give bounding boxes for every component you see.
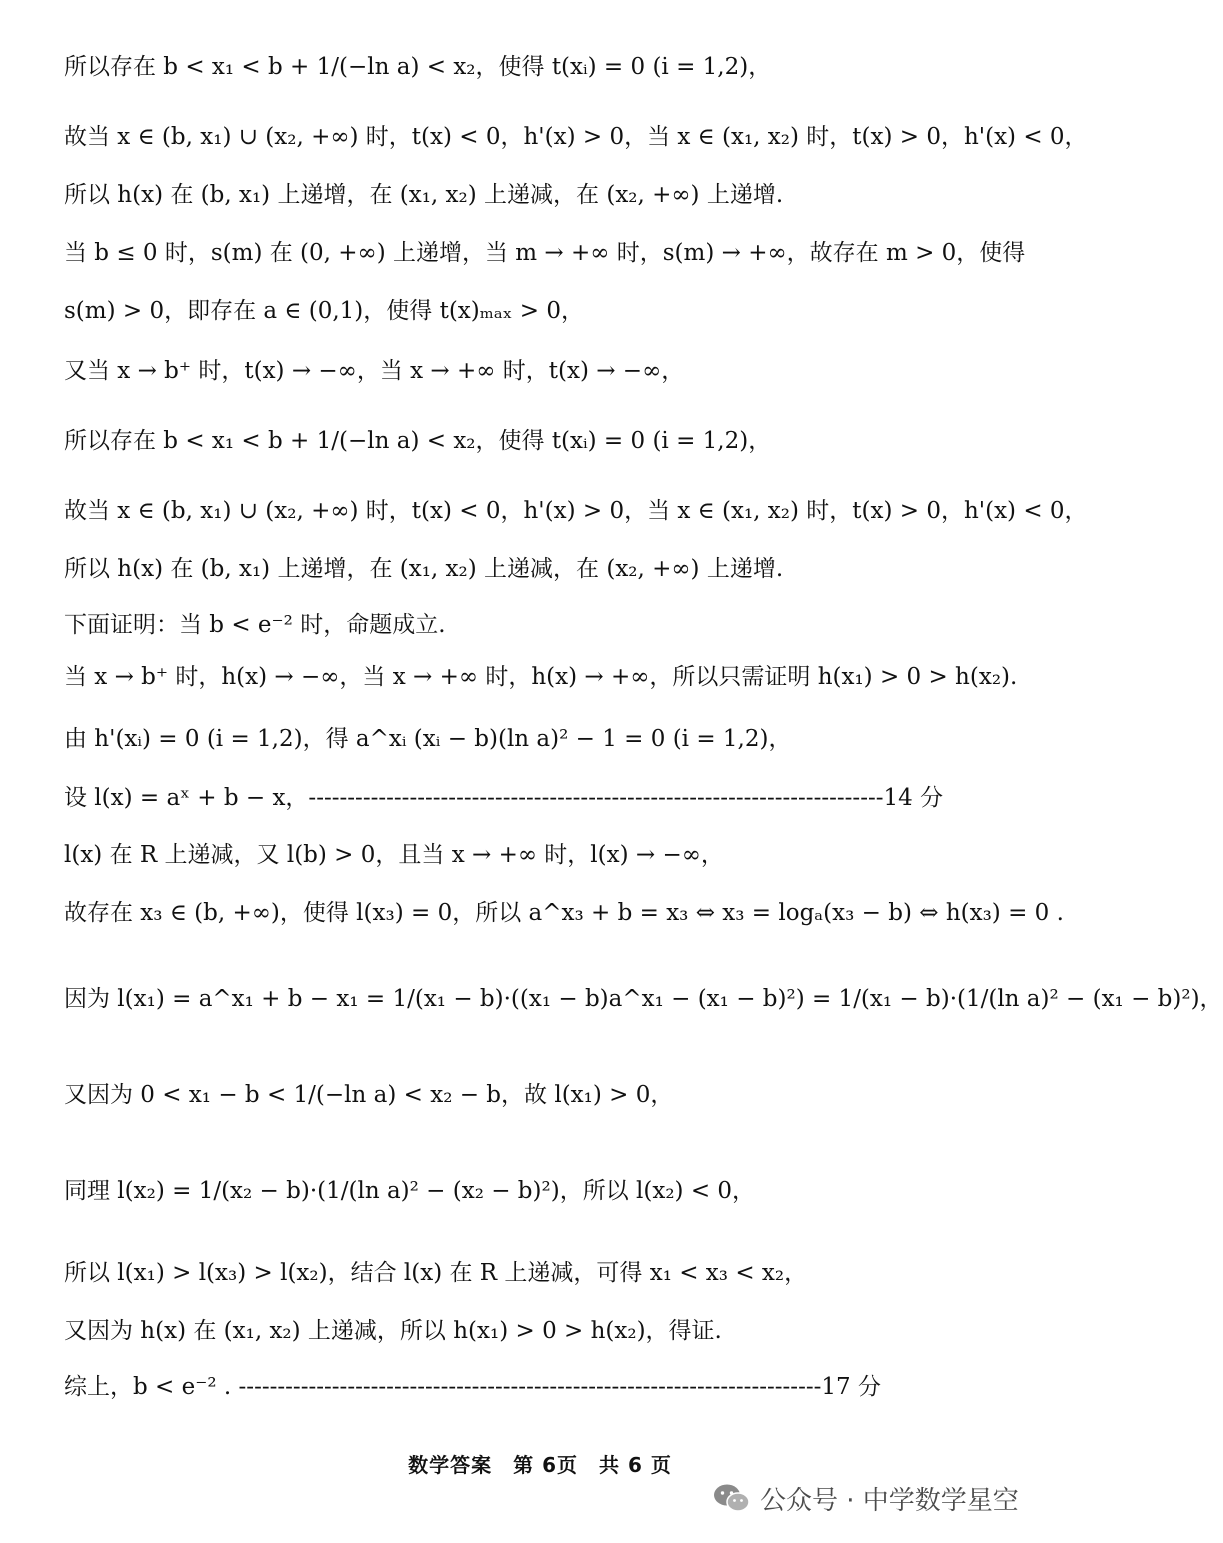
text-line-3: 所以 h(x) 在 (b, x₁) 上递增，在 (x₁, x₂) 上递减，在 (x₂, +∞) 上递增.: [64, 182, 784, 208]
watermark: [712, 1478, 1019, 1518]
text-line-15: 故存在 x₃ ∈ (b, +∞)，使得 l(x₃) = 0，所以 a^x₃ + b = x₃ ⇔ x₃ = logₐ(x₃ − b) ⇔ h(x₃) = 0 .: [64, 900, 1064, 926]
text-line-1: 所以存在 b < x₁ < b + 1/(−ln a) < x₂，使得 t(xᵢ) = 0 (i = 1,2)，: [64, 54, 772, 80]
text-line-12: 由 h'(xᵢ) = 0 (i = 1,2)，得 a^xᵢ (xᵢ − b)(ln a)² − 1 = 0 (i = 1,2)，: [64, 726, 792, 752]
text-line-13: 设 l(x) = aˣ + b − x，--------------------------------------------------------------------------14 分: [64, 785, 944, 811]
text-line-21: 综上，b < e⁻² . ---------------------------------------------------------------------------17 分: [64, 1374, 881, 1400]
text-line-16: 因为 l(x₁) = a^x₁ + b − x₁ = 1/(x₁ − b)·((x₁ − b)a^x₁ − (x₁ − b)²) = 1/(x₁ − b)·(1/(ln a)² − (x₁ − b)²)，: [64, 986, 1223, 1012]
text-line-11: 当 x → b⁺ 时，h(x) → −∞，当 x → +∞ 时，h(x) → +∞，所以只需证明 h(x₁) > 0 > h(x₂).: [64, 664, 1018, 690]
text-line-5: s(m) > 0，即存在 a ∈ (0,1)，使得 t(x)ₘₐₓ > 0，: [64, 298, 585, 324]
text-line-20: 又因为 h(x) 在 (x₁, x₂) 上递减，所以 h(x₁) > 0 > h(x₂)，得证.: [64, 1318, 722, 1344]
text-line-17: 又因为 0 < x₁ − b < 1/(−ln a) < x₂ − b，故 l(x₁) > 0，: [64, 1082, 674, 1108]
text-line-8: 故当 x ∈ (b, x₁) ∪ (x₂, +∞) 时，t(x) < 0，h'(x) > 0，当 x ∈ (x₁, x₂) 时，t(x) > 0，h'(x) < 0，: [64, 498, 1088, 524]
text-line-10: 下面证明：当 b < e⁻² 时，命题成立.: [64, 612, 446, 638]
text-line-9: 所以 h(x) 在 (b, x₁) 上递增，在 (x₁, x₂) 上递减，在 (x₂, +∞) 上递增.: [64, 556, 784, 582]
text-line-4: 当 b ≤ 0 时，s(m) 在 (0, +∞) 上递增，当 m → +∞ 时，s(m) → +∞，故存在 m > 0，使得: [64, 240, 1026, 266]
wechat-icon: [712, 1482, 752, 1514]
text-line-19: 所以 l(x₁) > l(x₃) > l(x₂)，结合 l(x) 在 R 上递减，可得 x₁ < x₃ < x₂，: [64, 1260, 808, 1286]
text-line-2: 故当 x ∈ (b, x₁) ∪ (x₂, +∞) 时，t(x) < 0，h'(x) > 0，当 x ∈ (x₁, x₂) 时，t(x) > 0，h'(x) < 0，: [64, 124, 1088, 150]
text-line-7: 所以存在 b < x₁ < b + 1/(−ln a) < x₂，使得 t(xᵢ) = 0 (i = 1,2)，: [64, 428, 772, 454]
text-line-6: 又当 x → b⁺ 时，t(x) → −∞，当 x → +∞ 时，t(x) → −∞，: [64, 358, 685, 384]
page-footer: 数学答案 第 6页 共 6 页: [408, 1453, 672, 1477]
watermark-text: 公众号 · 中学数学星空: [760, 1485, 1019, 1516]
text-line-14: l(x) 在 R 上递减，又 l(b) > 0，且当 x → +∞ 时，l(x) → −∞，: [64, 842, 724, 868]
text-line-18: 同理 l(x₂) = 1/(x₂ − b)·(1/(ln a)² − (x₂ − b)²)，所以 l(x₂) < 0，: [64, 1178, 756, 1204]
